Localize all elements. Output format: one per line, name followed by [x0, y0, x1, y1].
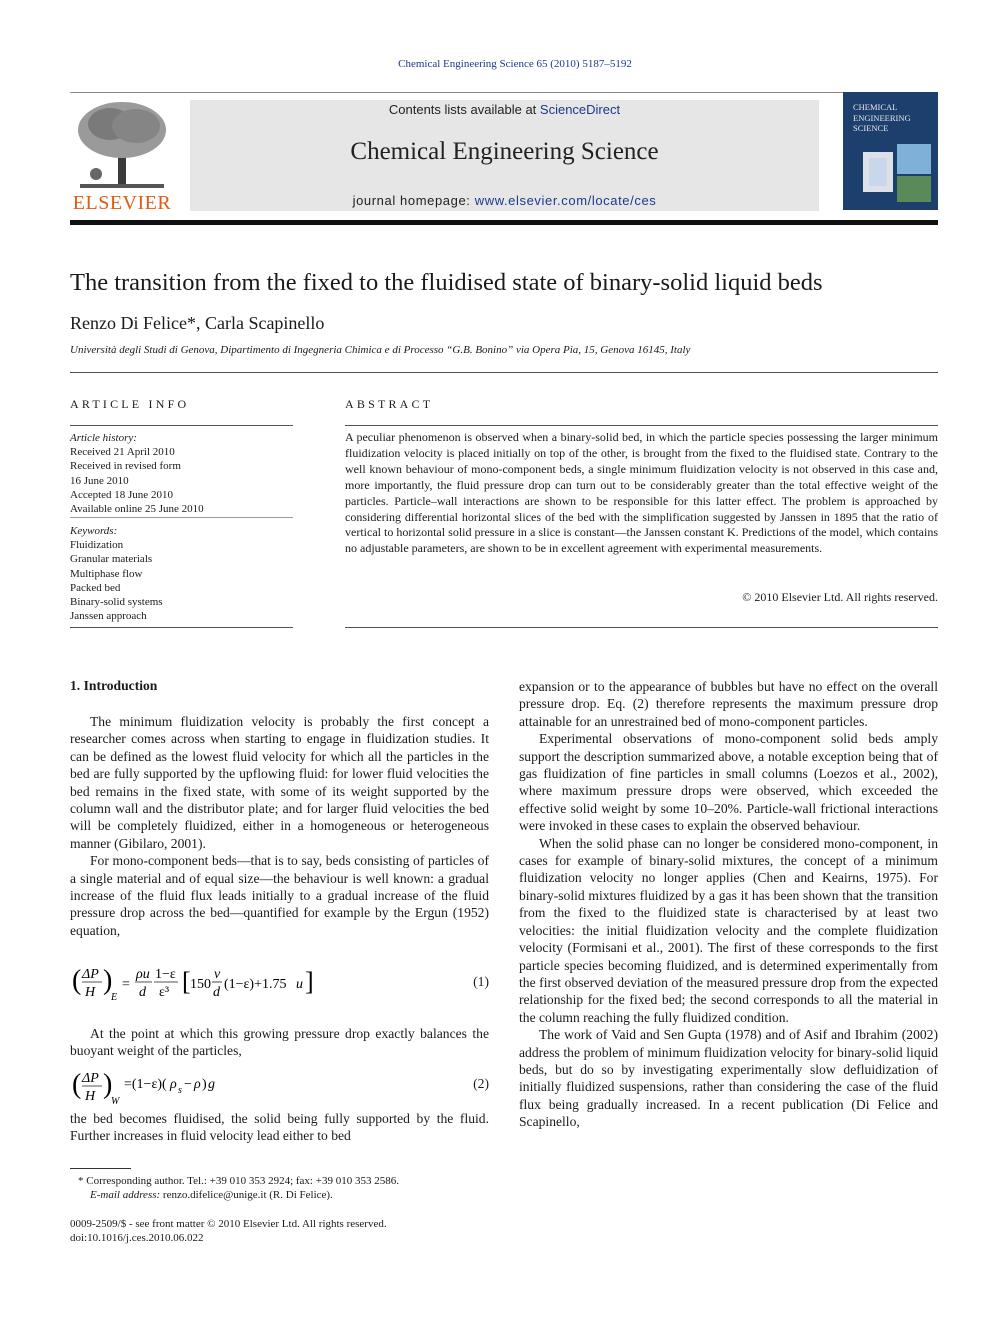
math-text: ρ [194, 1077, 201, 1092]
math-text: ε³ [159, 985, 170, 1000]
homepage-prefix: journal homepage: [352, 193, 475, 208]
keyword: Janssen approach [70, 610, 147, 623]
math-text: 1−ε [155, 967, 176, 982]
contents-prefix: Contents lists available at [388, 102, 540, 117]
math-subscript: E [111, 992, 118, 1003]
history-item: Received 21 April 2010 [70, 446, 175, 459]
keyword: Binary-solid systems [70, 596, 163, 609]
footnote-email [90, 1188, 490, 1202]
left-column-top [70, 713, 489, 939]
math-text: g [208, 1077, 215, 1092]
math-text: d [139, 985, 146, 1000]
math-text: 150 [190, 977, 211, 992]
keyword: Packed bed [70, 581, 121, 594]
email-address[interactable]: renzo.difelice@unige.it (R. Di Felice). [162, 1189, 333, 1201]
header-top-rule [70, 92, 938, 93]
history-item: 16 June 2010 [70, 474, 129, 487]
journal-citation[interactable]: Chemical Engineering Science 65 (2010) 5187–5192 [398, 58, 632, 70]
math-text: u [296, 977, 303, 992]
math-text: H [85, 985, 96, 1000]
paren-open: ( [72, 1069, 82, 1100]
history-item: Received in revised form [70, 460, 181, 473]
front-matter: 0009-2509/$ - see front matter © 2010 Elsevier Ltd. All rights reserved. [70, 1218, 387, 1230]
right-column [519, 678, 938, 1131]
abstract-bottom-rule [345, 627, 938, 628]
bracket-open: [ [182, 967, 191, 996]
contents-line [190, 102, 819, 117]
abstract-rule [345, 425, 938, 426]
cover-line: CHEMICAL [853, 102, 898, 112]
math-text: v [214, 967, 221, 982]
bracket-close: ] [305, 967, 314, 996]
article-info-bottom-rule [70, 627, 293, 628]
footnote-rule [70, 1168, 131, 1169]
paragraph: The work of Vaid and Sen Gupta (1978) and of Asif and Ibrahim (2002) address the problem of minimum fluidization velocity for binary-solid liquid beds, but do so by investigating experimentally slow defluidization of initially fluidized suspensions, rather than considering the case of the fluid flux being gradually increased. In a recent publication (Di Felice and Scapinello, [519, 1027, 938, 1130]
equation-1 [70, 962, 400, 1002]
elsevier-logo-text: ELSEVIER [72, 192, 172, 214]
cover-line: SCIENCE [853, 123, 889, 133]
author-list[interactable]: Renzo Di Felice*, Carla Scapinello [70, 313, 325, 333]
keyword: Multiphase flow [70, 567, 143, 580]
paragraph: Experimental observations of mono-component solid beds amply support the description summarized above, a notable exception being that of gas fluidization of fine particles in small columns (Loezos et al., 2002), where maximum pressure drops were observed, which exceeded the effective solid weight by some 10–20%. Particle-wall frictional interactions were invoked in these cases to explain the observed behaviour. [519, 731, 938, 834]
math-subscript: s [178, 1085, 182, 1096]
paren-open: ( [72, 965, 82, 996]
article-history [70, 431, 293, 516]
paren-close: ) [103, 1069, 113, 1100]
history-item: Accepted 18 June 2010 [70, 488, 173, 501]
homepage-link[interactable]: www.elsevier.com/locate/ces [474, 193, 657, 208]
abstract-copyright: © 2010 Elsevier Ltd. All rights reserved. [742, 590, 938, 604]
journal-title: Chemical Engineering Science [350, 138, 659, 165]
article-info-heading: ARTICLE INFO [70, 397, 190, 411]
abstract-heading: ABSTRACT [345, 397, 434, 411]
sciencedirect-link[interactable]: ScienceDirect [539, 102, 621, 117]
homepage-line [190, 193, 819, 208]
math-subscript: W [111, 1096, 120, 1107]
math-text: = [122, 977, 130, 992]
journal-cover-image[interactable] [843, 92, 938, 210]
equation-2 [70, 1066, 400, 1106]
math-text: ΔP [82, 1071, 99, 1086]
math-text: H [85, 1089, 96, 1104]
math-text: (1−ε)+1.75 [224, 977, 287, 992]
math-text: d [213, 985, 220, 1000]
paragraph: At the point at which this growing pressure drop exactly balances the buoyant weight of the particles, [70, 1026, 489, 1059]
abstract-text: A peculiar phenomenon is observed when a binary-solid bed, in which the particle species possessing the larger minimum fluidization velocity is placed initially on top of the other, is brought from the fixed to the fluidised state. Contrary to the well known behaviour of mono-component beds, a single minimum fluidization velocity is not observed in this case and, more importantly, the fluid pressure drop can turn out to be considerably greater than the total effective weight of the particles. Particle–wall interactions are shown to be responsible for this latter effect. The problem is approached by considering differential horizontal slices of the bed with the simplification suggested by Janssen in 1895 that the ratio of vertical to horizontal solid pressure in a slice is constant—the Janssen constant K. Predictions of the model, which contains no adjustable parameters, are shown to be in excellent agreement with experimental measurements. [345, 430, 938, 556]
title-divider [70, 372, 938, 373]
paragraph: The minimum fluidization velocity is probably the first concept a researcher comes across when starting to engage in fluidization studies. It can be defined as the lowest fluid velocity for which all the particles in the bed are fully supported by the upflowing fluid: for lower fluid velocities the bed remains in the fixed state, with some of its weight supported by the column wall and the distributor plate; and for larger fluid velocities the bed will be completely fluidized, either in a homogeneous or heterogeneous manner (Gibilaro, 2001). [70, 714, 489, 851]
article-info-rule [70, 425, 293, 426]
keywords [70, 524, 293, 623]
history-rule [70, 517, 293, 518]
paragraph: For mono-component beds—that is to say, beds consisting of particles of a single material and of equal size—the behaviour is well known: a gradual increase of the fluid flux leads initially to a gradual increase of the fluid pressure drop across the bed—quantified for example by the Ergun (1952) equation, [70, 853, 489, 938]
math-text: =(1−ε)( [124, 1077, 167, 1092]
left-column-middle [70, 1025, 489, 1060]
doi[interactable]: doi:10.1016/j.ces.2010.06.022 [70, 1232, 204, 1244]
cover-title [853, 102, 933, 134]
equation-2-number: (2) [473, 1076, 489, 1091]
paragraph: When the solid phase can no longer be considered mono-component, in cases for example of binary-solid mixtures, the concept of a minimum fluidization velocity no longer applies (Chen and Keairns, 1975). For binary-solid mixtures fluidized by a gas it has been shown that the transition from the fixed to the fluidized state is characterised by at least two velocities: the initial fluidization velocity and the complete fluidization velocity (Formisani et al., 2001). The first of these corresponds to the first particle species becoming fluidized, and is determined experimentally from the first observed deviation of the measured pressure drop from the expected relationship for the fixed bed; the second corresponds to all the material in the column reaching the fully fluidized condition. [519, 835, 938, 1025]
keyword: Granular materials [70, 553, 153, 566]
email-label: E-mail address: [90, 1189, 161, 1201]
keywords-label: Keywords: [70, 525, 118, 537]
affiliation: Università degli Studi di Genova, Dipartimento di Ingegneria Chimica e di Processo “G.B. Bonino” via Opera Pia, 15, Genova 16145, Italy [70, 344, 691, 356]
paper-title: The transition from the fixed to the fluidised state of binary-solid liquid beds [70, 269, 823, 296]
keyword: Fluidization [70, 539, 124, 552]
math-text: − [184, 1077, 192, 1092]
paragraph: expansion or to the appearance of bubbles but have no effect on the overall pressure drop. Eq. (2) therefore represents the maximum pressure drop attainable for an unrestrained bed of mono-component particles. [519, 679, 938, 729]
paren-close: ) [103, 965, 113, 996]
cover-line: ENGINEERING [853, 112, 911, 123]
footnote-corresponding: * Corresponding author. Tel.: +39 010 353 2924; fax: +39 010 353 2586. [78, 1175, 399, 1187]
header-bottom-rule [70, 220, 938, 225]
paragraph: the bed becomes fluidised, the solid being fully supported by the fluid. Further increases in fluid velocity lead either to bed [70, 1111, 489, 1144]
history-item: Available online 25 June 2010 [70, 503, 204, 516]
math-text: ρu [136, 967, 150, 982]
math-text: ρ [170, 1077, 177, 1092]
history-label: Article history: [70, 432, 137, 444]
math-text: ) [202, 1077, 207, 1092]
left-column-bottom [70, 1110, 489, 1145]
equation-1-number: (1) [473, 974, 489, 989]
section-heading-introduction: 1. Introduction [70, 678, 158, 693]
math-text: ΔP [82, 967, 99, 982]
